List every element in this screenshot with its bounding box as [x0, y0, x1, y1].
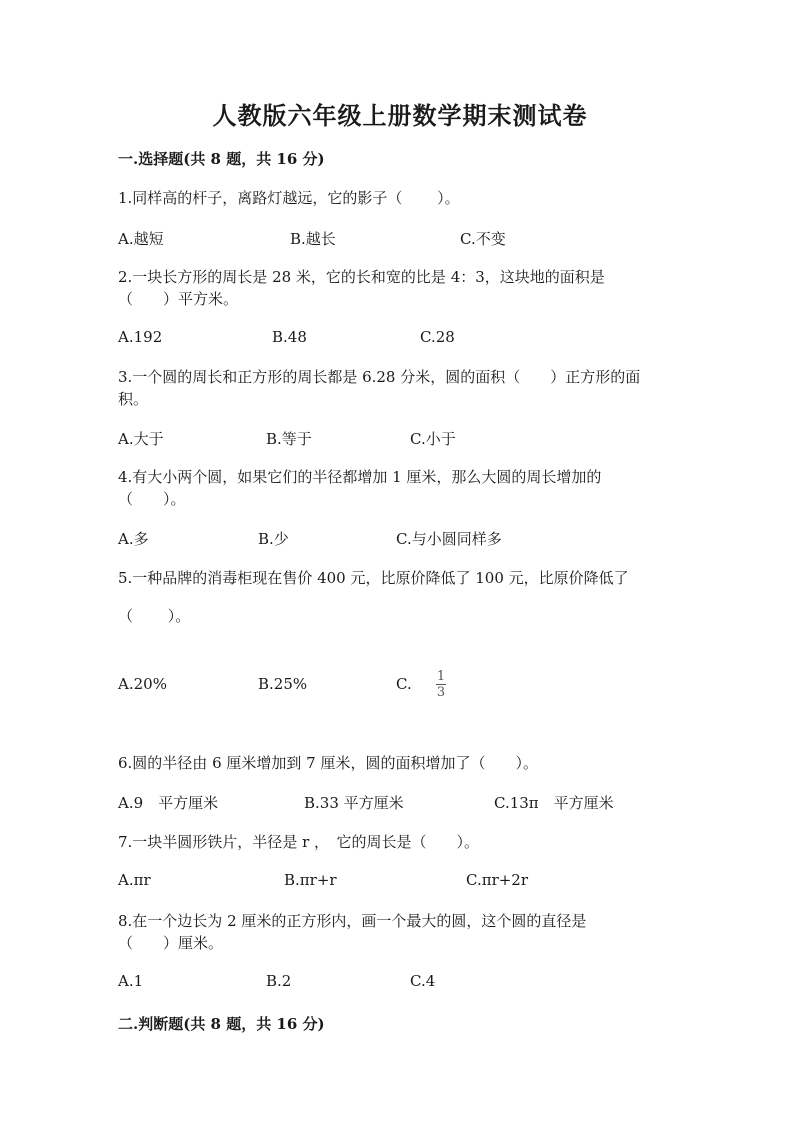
question-text: 6.圆的半径由 6 厘米增加到 7 厘米，圆的面积增加了（ ）。: [118, 754, 538, 772]
question-text: 1.同样高的杆子，离路灯越远，它的影子（ ）。: [118, 189, 460, 207]
option-a: A.9 平方厘米: [118, 794, 219, 812]
question-6: [118, 752, 688, 774]
option-a: A.多: [118, 530, 149, 548]
option-c: C.小于: [410, 430, 456, 448]
question-text: 8.在一个边长为 2 厘米的正方形内，画一个最大的圆，这个圆的直径是: [118, 912, 587, 930]
fraction-denominator: 3: [436, 685, 446, 700]
question-1: [118, 187, 688, 209]
option-c: C.28: [420, 328, 455, 346]
question-4: [118, 466, 688, 510]
question-text-cont: （ ）厘米。: [118, 934, 224, 952]
question-text: 7.一块半圆形铁片，半径是 r ， 它的周长是（ ）。: [118, 833, 480, 851]
question-text-cont: （ ）。: [118, 490, 186, 508]
option-c: C.13π 平方厘米: [494, 794, 614, 812]
option-b: B.33 平方厘米: [304, 794, 404, 812]
question-3: [118, 366, 688, 410]
fraction-numerator: 1: [436, 669, 446, 684]
page-title: 人教版六年级上册数学期末测试卷: [212, 101, 588, 130]
question-text: 2.一块长方形的周长是 28 米，它的长和宽的比是 4：3，这块地的面积是: [118, 268, 605, 286]
question-8: [118, 910, 688, 954]
section-heading-judgement: 二.判断题(共 8 题，共 16 分): [118, 1015, 325, 1033]
option-c: C.不变: [460, 230, 506, 248]
question-text: 4.有大小两个圆，如果它们的半径都增加 1 厘米，那么大圆的周长增加的: [118, 468, 602, 486]
option-c: C.πr+2r: [466, 871, 529, 889]
question-5: [118, 567, 688, 589]
option-a: A.πr: [118, 871, 151, 889]
fraction-one-third: [436, 670, 446, 699]
option-a: A.192: [118, 328, 163, 346]
question-text-cont: 积。: [118, 390, 149, 408]
option-c: C.: [396, 675, 412, 693]
section-heading-choice: 一.选择题(共 8 题，共 16 分): [118, 150, 325, 168]
option-a: A.大于: [118, 430, 164, 448]
option-b: B.少: [258, 530, 289, 548]
question-text: 3.一个圆的周长和正方形的周长都是 6.28 分米，圆的面积（ ）正方形的面: [118, 368, 641, 386]
option-b: B.等于: [266, 430, 312, 448]
option-c: C.4: [410, 972, 436, 990]
option-b: B.越长: [290, 230, 336, 248]
question-text-cont: （ ）平方米。: [118, 290, 239, 308]
question-5-cont: [118, 605, 688, 627]
option-a: A.越短: [118, 230, 164, 248]
option-a: A.20%: [118, 675, 167, 693]
question-text: 5.一种品牌的消毒柜现在售价 400 元，比原价降低了 100 元，比原价降低了: [118, 569, 629, 587]
question-2: [118, 266, 688, 310]
question-text-cont: （ ）。: [118, 607, 191, 625]
option-a: A.1: [118, 972, 144, 990]
option-b: B.2: [266, 972, 292, 990]
question-7: [118, 831, 688, 853]
option-b: B.48: [272, 328, 307, 346]
option-c: C.与小圆同样多: [396, 530, 502, 548]
option-b: B.25%: [258, 675, 308, 693]
option-b: B.πr+r: [284, 871, 337, 889]
